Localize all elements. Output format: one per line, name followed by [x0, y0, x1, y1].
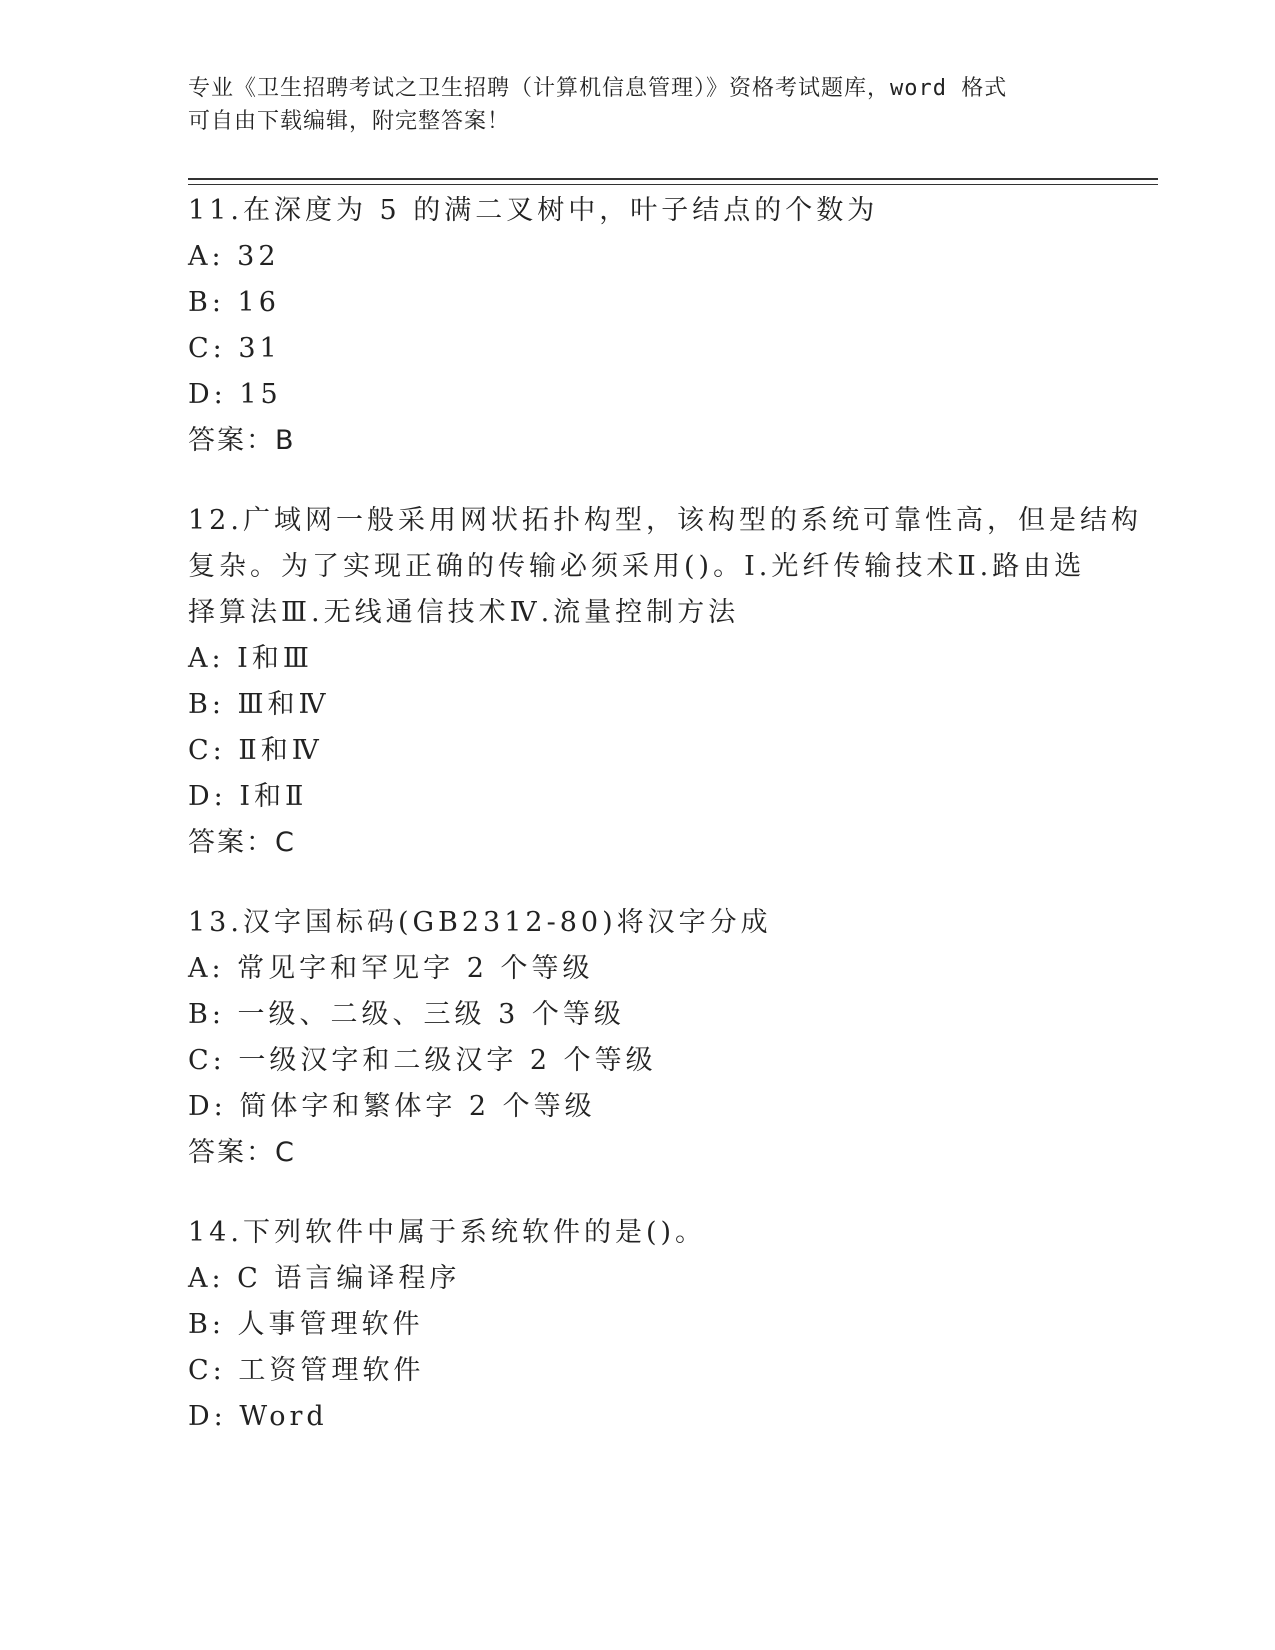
option-a: A: C 语言编译程序	[188, 1263, 461, 1294]
question-stem-line-3: 择算法Ⅲ.无线通信技术Ⅳ.流量控制方法	[188, 597, 740, 628]
option-a: A: 常见字和罕见字 2 个等级	[188, 953, 594, 984]
question-13	[188, 900, 1088, 1176]
question-stem: 14.下列软件中属于系统软件的是()。	[188, 1217, 707, 1248]
option-b: B: Ⅲ和Ⅳ	[188, 689, 330, 720]
question-11	[188, 188, 1088, 464]
option-d: D: Ⅰ和Ⅱ	[188, 781, 308, 812]
answer-line: 答案：B	[188, 425, 296, 456]
option-c: C: Ⅱ和Ⅳ	[188, 735, 323, 766]
option-b: B: 人事管理软件	[188, 1309, 424, 1340]
question-stem-line-1: 12.广域网一般采用网状拓扑构型，该构型的系统可靠性高，但是结构	[188, 505, 1142, 536]
document-header	[188, 72, 1068, 138]
question-stem: 11.在深度为 5 的满二叉树中，叶子结点的个数为	[188, 195, 879, 226]
question-stem-line-2: 复杂。为了实现正确的传输必须采用()。Ⅰ.光纤传输技术Ⅱ.路由选	[188, 551, 1086, 582]
option-b: B: 16	[188, 287, 280, 318]
option-d: D: 15	[188, 379, 282, 410]
option-a: A: 32	[188, 241, 280, 272]
answer-line: 答案：C	[188, 827, 296, 858]
option-c: C: 工资管理软件	[188, 1355, 425, 1386]
header-divider-top	[188, 178, 1158, 180]
answer-line: 答案：C	[188, 1137, 296, 1168]
option-a: A: Ⅰ和Ⅲ	[188, 643, 313, 674]
question-stem: 13.汉字国标码(GB2312-80)将汉字分成	[188, 907, 772, 938]
option-b: B: 一级、二级、三级 3 个等级	[188, 999, 625, 1030]
question-14	[188, 1210, 1088, 1440]
question-list	[188, 188, 1142, 1474]
question-12	[188, 498, 1142, 866]
option-c: C: 一级汉字和二级汉字 2 个等级	[188, 1045, 657, 1076]
header-line-1: 专业《卫生招聘考试之卫生招聘（计算机信息管理）》资格考试题库，word 格式	[188, 76, 1008, 101]
option-d: D: 简体字和繁体字 2 个等级	[188, 1091, 596, 1122]
header-divider-bottom	[188, 184, 1158, 185]
header-line-2: 可自由下载编辑，附完整答案！	[188, 109, 511, 134]
option-d: D: Word	[188, 1401, 328, 1432]
option-c: C: 31	[188, 333, 281, 364]
